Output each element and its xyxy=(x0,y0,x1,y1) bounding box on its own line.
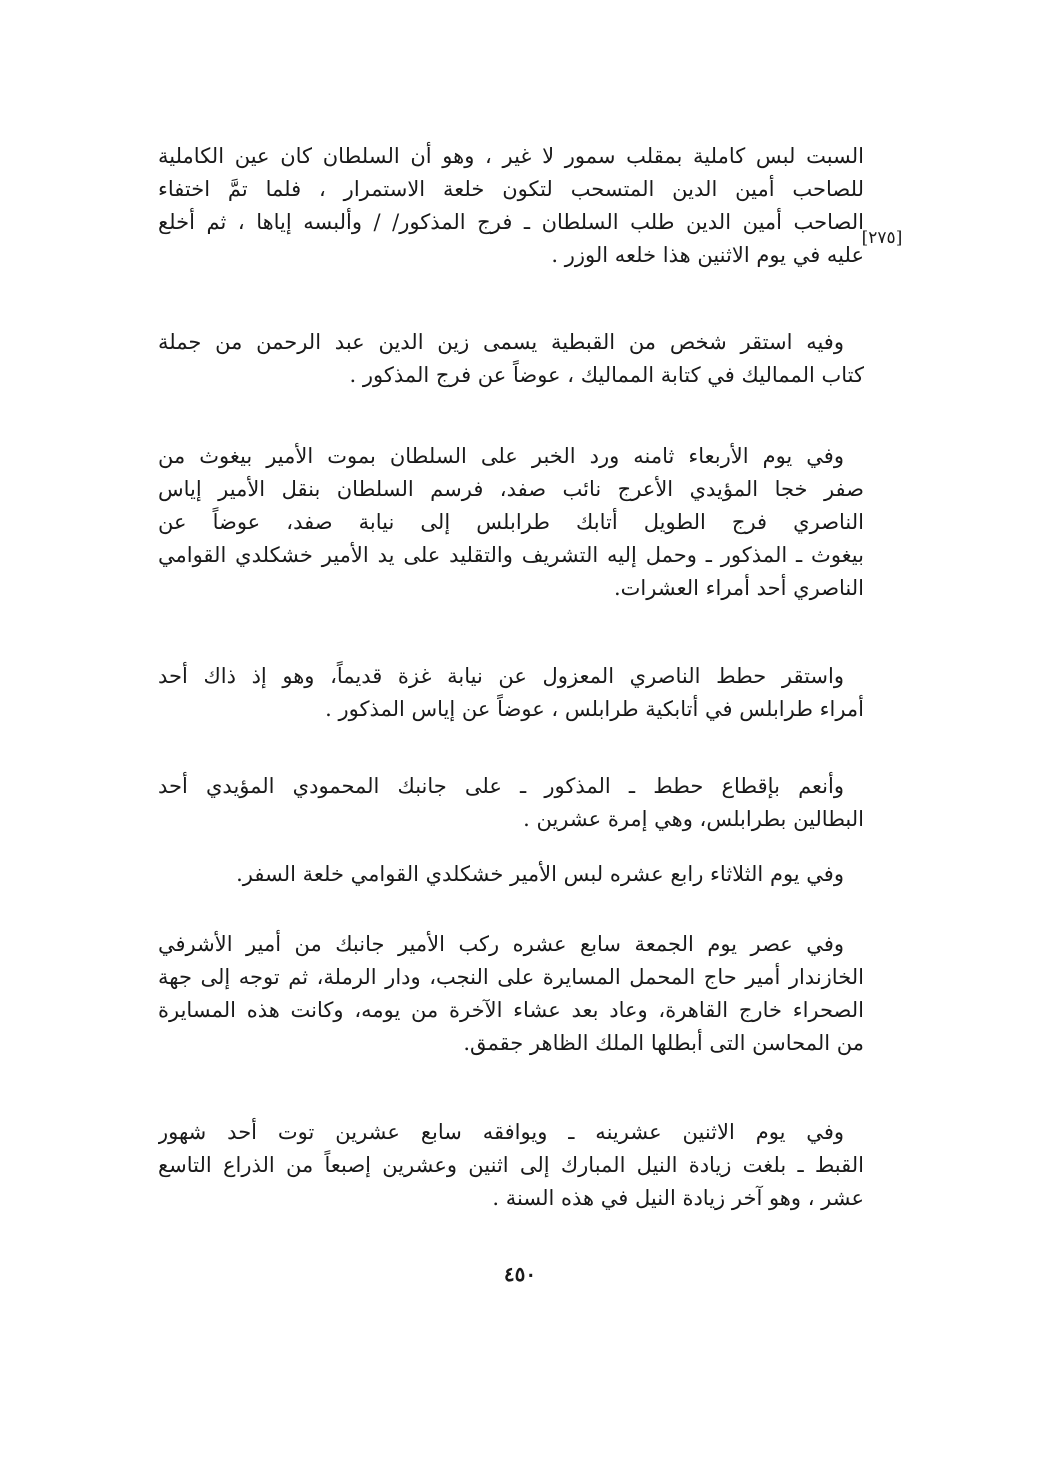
text-line: للصاحب أمين الدين المتسحب لتكون خلعة الاستمرار ، فلما تمَّ اختفاء xyxy=(158,177,864,201)
paragraph-8 xyxy=(158,1116,864,1215)
paragraph-1 xyxy=(158,140,864,272)
text-line: وفيه استقر شخص من القبطية يسمى زين الدين عبد الرحمن من جملة xyxy=(158,330,844,354)
text-line: الخازندار أمير حاج المحمل المسايرة على النجب، ودار الرملة، ثم توجه إلى جهة xyxy=(158,965,864,989)
text-line: عشر ، وهو آخر زيادة النيل في هذه السنة . xyxy=(492,1186,864,1210)
text-line: وفي يوم الأربعاء ثامنه ورد الخبر على السلطان بموت الأمير بيغوث من xyxy=(158,444,844,468)
text-line: من المحاسن التى أبطلها الملك الظاهر جقمق. xyxy=(463,1031,864,1055)
text-line: عليه في يوم الاثنين هذا خلعه الوزر . xyxy=(551,243,864,267)
text-line: الناصري أحد أمراء العشرات. xyxy=(613,576,864,600)
text-line: كتاب المماليك في كتابة المماليك ، عوضاً عن فرج المذكور . xyxy=(349,363,864,387)
paragraph-5 xyxy=(158,770,864,836)
text-line: البطالين بطرابلس، وهي إمرة عشرين . xyxy=(523,807,864,831)
text-line: الصاحب أمين الدين طلب السلطان ـ فرج المذكور/ / وألبسه إياها ، ثم أخلع xyxy=(158,210,864,234)
text-line: أمراء طرابلس في أتابكية طرابلس ، عوضاً عن إياس المذكور . xyxy=(325,697,864,721)
text-line: وفي يوم الاثنين عشرينه ـ ويوافقه سابع عشرين توت أحد شهور xyxy=(158,1120,844,1144)
paragraph-6 xyxy=(158,858,864,891)
text-line: وفي يوم الثلاثاء رابع عشره لبس الأمير خشكلدي القوامي خلعة السفر. xyxy=(236,862,844,886)
text-line: القبط ـ بلغت زيادة النيل المبارك إلى اثنين وعشرين إصبعاً من الذراع التاسع xyxy=(158,1153,864,1177)
text-line: السبت لبس كاملية بمقلب سمور لا غير ، وهو أن السلطان كان عين الكاملية xyxy=(158,144,864,168)
paragraph-3 xyxy=(158,440,864,605)
page-number: ٤٥٠ xyxy=(503,1262,537,1286)
text-line: بيغوث ـ المذكور ـ وحمل إليه التشريف والتقليد على يد الأمير خشكلدي القوامي xyxy=(158,543,864,567)
folio-margin-note: [٢٧٥] xyxy=(861,228,903,248)
text-line: الصحراء خارج القاهرة، وعاد بعد عشاء الآخرة من يومه، وكانت هذه المسايرة xyxy=(158,998,864,1022)
paragraph-2 xyxy=(158,326,864,392)
text-line: وفي عصر يوم الجمعة سابع عشره ركب الأمير جانبك من أمير الأشرفي xyxy=(158,932,844,956)
paragraph-7 xyxy=(158,928,864,1060)
text-line: الناصري فرج الطويل أتابك طرابلس إلى نيابة صفد، عوضاً عن xyxy=(158,510,864,534)
text-line: وأنعم بإقطاع حطط ـ المذكور ـ على جانبك المحمودي المؤيدي أحد xyxy=(158,774,845,798)
paragraph-4 xyxy=(158,660,864,726)
text-line: واستقر حطط الناصري المعزول عن نيابة غزة قديماً، وهو إذ ذاك أحد xyxy=(158,664,844,688)
text-line: صفر خجا المؤيدي الأعرج نائب صفد، فرسم السلطان بنقل الأمير إياس xyxy=(158,477,864,501)
